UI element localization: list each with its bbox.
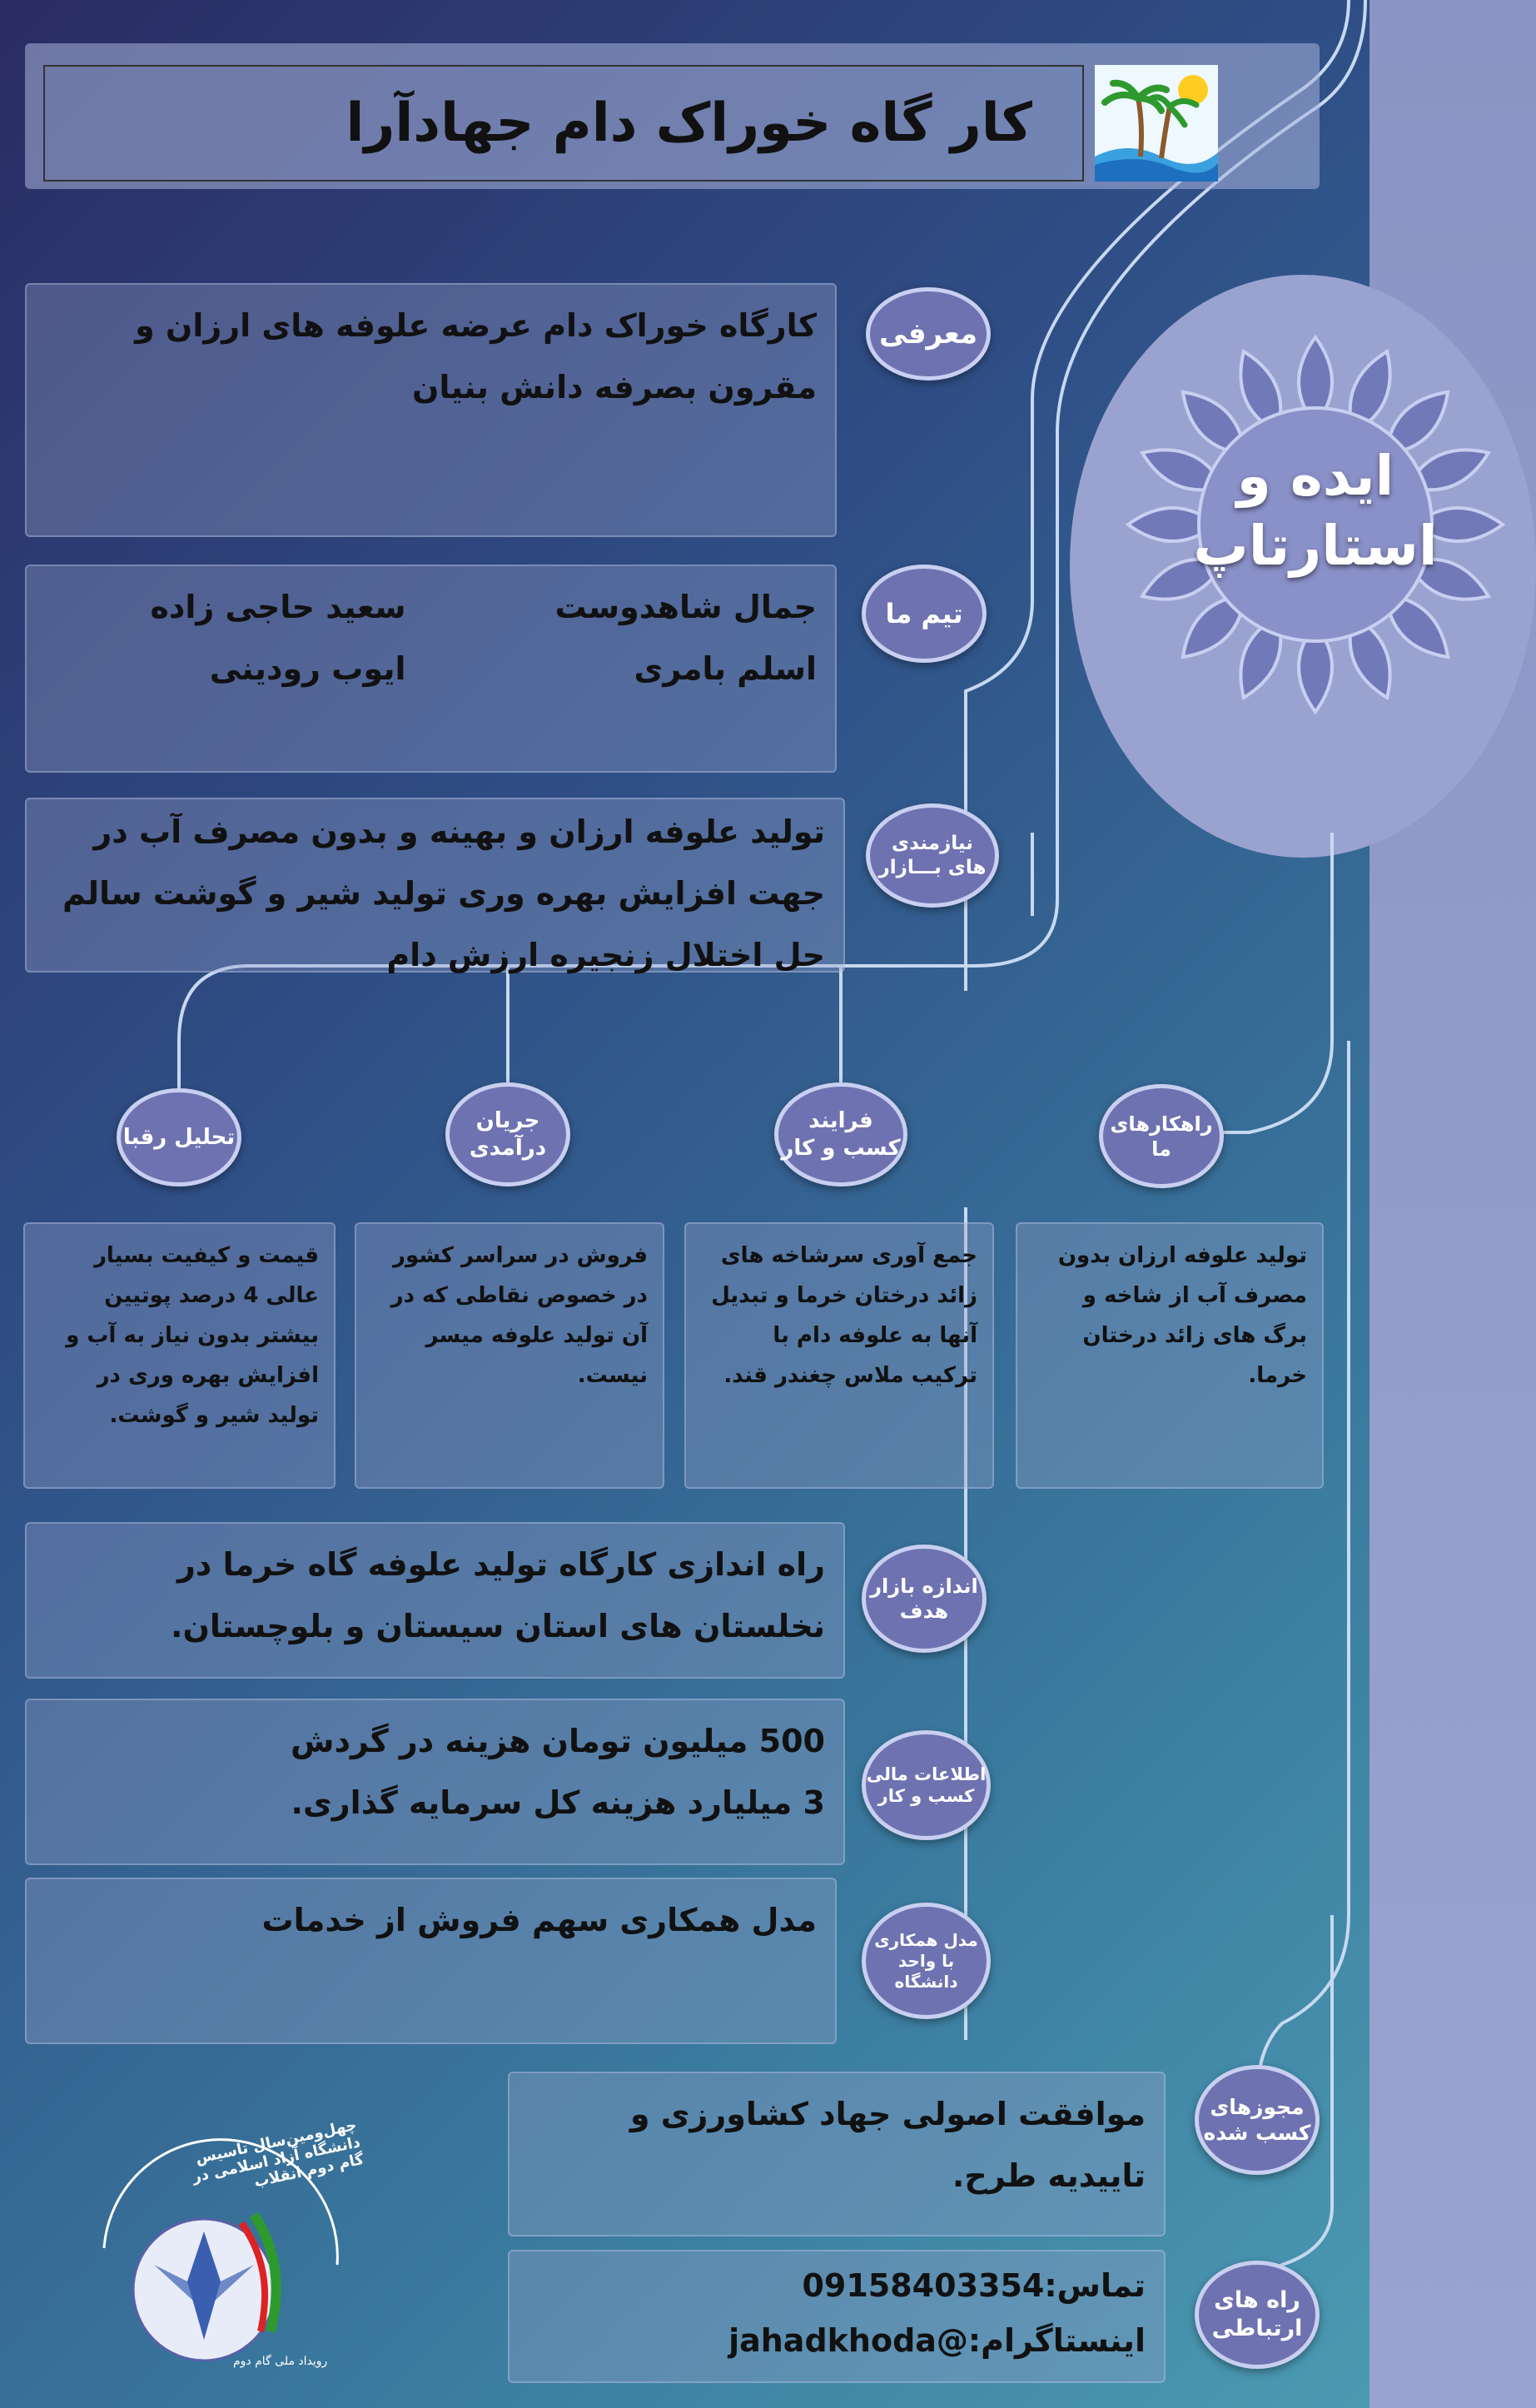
market-need-text: تولید علوفه ارزان و بهینه و بدون مصرف آب در جهت افزایش بهره وری تولید شیر و گوشت سالم حل اختلال زنجیره ارزش دام (62, 813, 825, 973)
contact-instagram: اینستاگرام:@jahadkhoda (728, 2322, 1146, 2359)
badge-line-2: استارتاپ (1193, 514, 1438, 578)
cooperation-text: مدل همکاری سهم فروش از خدمات (261, 1902, 817, 1938)
licenses-box (508, 2072, 1166, 2236)
financial-line-1: 500 میلیون تومان هزینه در گردش (291, 1723, 825, 1759)
licenses-text: موافقت اصولی جهاد کشاورزی و تاییدیه طرح. (629, 2096, 1146, 2194)
market-need-box (25, 798, 845, 973)
process-text: جمع آوری سرشاخه های زائد درختان خرما و تبدیل آنها به علوفه دام با ترکیب ملاس چغندر قند. (711, 1243, 977, 1388)
financial-line-2: 3 میلیارد هزینه کل سرمایه گذاری. (291, 1784, 825, 1821)
intro-bubble: معرفی (866, 287, 991, 381)
financial-bubble: اطلاعات مالی کسب و کار (862, 1730, 991, 1840)
team-member: سعید حاجی زاده (150, 589, 406, 625)
team-member: ایوب رودینی (209, 650, 406, 687)
market-need-bubble: نیازمندی های بـــازار (866, 803, 999, 908)
licenses-bubble: مجوزهای کسب شده (1195, 2065, 1320, 2175)
cooperation-bubble: مدل همکاری با واحد دانشگاه (862, 1903, 991, 2019)
intro-text: کارگاه خوراک دام عرضه علوفه های ارزان و مقرون بصرفه دانش بنیان (135, 307, 817, 405)
solutions-box (1016, 1222, 1324, 1489)
team-bubble: تیم ما (862, 565, 987, 663)
page-title: کار گاه خوراک دام جهادآرا (345, 92, 1032, 154)
logo-caption: رویداد ملی گام دوم (233, 2355, 328, 2368)
contact-phone: تماس:09158403354 (802, 2267, 1146, 2304)
competitors-text: قیمت و کیفیت بسیار عالی 4 درصد پوتیین بیشتر بدون نیاز به آب و افزایش بهره وری در تولید شیر و گوشت. (66, 1243, 319, 1428)
process-box (684, 1222, 994, 1489)
competitors-bubble: تحلیل رقبا (117, 1088, 241, 1187)
team-box (25, 565, 837, 773)
university-anniversary-logo (62, 2116, 365, 2381)
solutions-text: تولید علوفه ارزان بدون مصرف آب از شاخه و برگ های زائد درختان خرما. (1057, 1243, 1307, 1388)
title-frame (43, 65, 1084, 182)
team-member: اسلم بامری (634, 650, 817, 687)
logo-arc-text: چهل‌ومین‌سال تاسیس دانشگاه آزاد اسلامی در گام دوم انقلاب (191, 2116, 365, 2192)
intro-box (25, 283, 837, 537)
process-bubble: فرایند کسب و کار (774, 1082, 907, 1187)
target-market-bubble: اندازه بازار هدف (862, 1545, 987, 1653)
solutions-bubble: راهکارهای ما (1099, 1084, 1224, 1188)
revenue-bubble: جریان درآمدی (445, 1082, 570, 1187)
revenue-text: فروش در سراسر کشور در خصوص نقاطی که در آن تولید علوفه میسر نیست. (390, 1243, 648, 1388)
contact-bubble: راه های ارتباطی (1195, 2261, 1320, 2369)
revenue-box (355, 1222, 664, 1489)
beach-logo (1095, 65, 1218, 182)
palm-tree-icon (1095, 65, 1218, 182)
cooperation-box (25, 1878, 837, 2044)
competitors-box (23, 1222, 336, 1489)
target-market-text: راه اندازی کارگاه تولید علوفه گاه خرما در نخلستان های استان سیستان و بلوچستان. (171, 1546, 825, 1644)
idea-startup-label (1132, 441, 1499, 581)
team-member: جمال شاهدوست (554, 589, 817, 625)
financial-box (25, 1699, 845, 1865)
contact-box (508, 2250, 1166, 2383)
target-market-box (25, 1522, 845, 1679)
team-grid (45, 576, 817, 699)
badge-line-1: ایده و (1236, 444, 1394, 508)
